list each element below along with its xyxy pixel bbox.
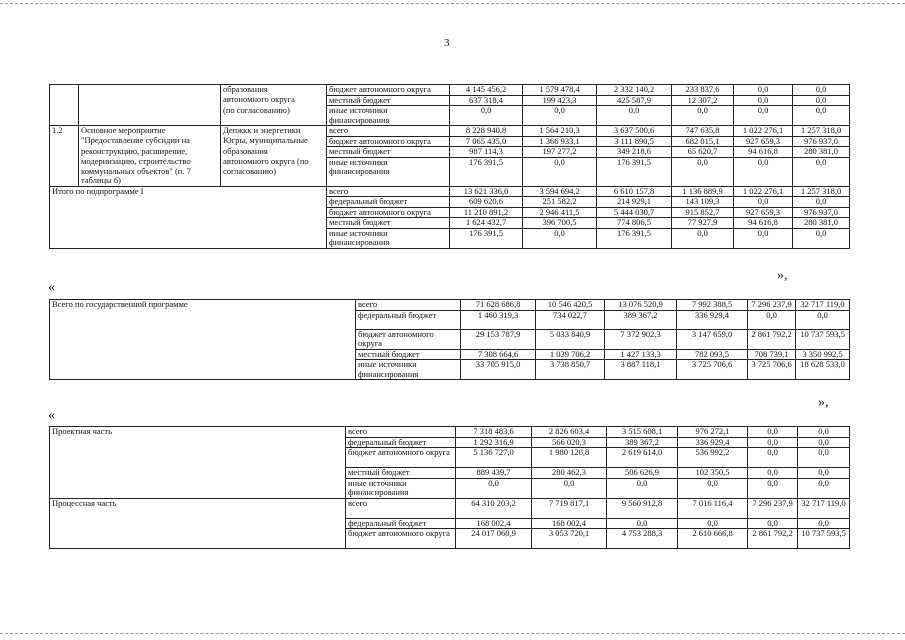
value-cell: 915 852,7: [672, 207, 734, 218]
value-cell: 10 546 420,5: [536, 300, 605, 311]
table-row: [50, 186, 850, 197]
row-c3: Депжкк и энергетики: [221, 126, 327, 137]
value-cell: 927 659,3: [734, 136, 793, 147]
value-cell: 2 610 666,8: [678, 529, 748, 549]
value-cell: 0,0: [734, 85, 793, 96]
value-cell: 64 310 203,2: [456, 498, 532, 518]
value-cell: 176 391,5: [450, 228, 523, 248]
row-c3: автономного округа (по согласованию): [221, 157, 327, 186]
value-cell: 280 462,3: [532, 468, 607, 479]
value-cell: 3 515 608,1: [607, 427, 678, 438]
value-cell: 425 587,9: [597, 95, 672, 106]
group-label: Процессная часть: [50, 498, 346, 549]
funding-source: местный бюджет: [327, 218, 450, 229]
value-cell: 0,0: [793, 157, 850, 186]
value-cell: 976 937,0: [793, 207, 850, 218]
value-cell: 0,0: [793, 95, 850, 106]
value-cell: 7 318 483,6: [456, 427, 532, 438]
funding-source: бюджет автономного округа: [327, 136, 450, 147]
value-cell: 3 637 500,6: [597, 126, 672, 137]
funding-source: всего: [346, 427, 456, 438]
value-cell: 0,0: [793, 106, 850, 126]
value-cell: 5 136 727,0: [456, 448, 532, 468]
funding-source: местный бюджет: [346, 468, 456, 479]
value-cell: 65 620,7: [672, 147, 734, 158]
value-cell: 94 616,8: [734, 218, 793, 229]
value-cell: 1 022 276,1: [734, 186, 793, 197]
value-cell: 782 093,5: [677, 349, 748, 360]
row-c3: образования: [221, 85, 327, 96]
value-cell: 33 705 915,0: [461, 360, 536, 380]
scan-top-edge: [0, 3, 905, 4]
value-cell: 609 620,6: [450, 197, 523, 208]
table-row: [50, 147, 850, 158]
funding-source: бюджет автономного округа: [346, 529, 456, 549]
value-cell: 0,0: [672, 228, 734, 248]
value-cell: 682 015,1: [672, 136, 734, 147]
value-cell: 987 114,3: [450, 147, 523, 158]
value-cell: 0,0: [748, 478, 798, 498]
subprogram-table: [49, 84, 850, 249]
row-c1: [50, 157, 79, 186]
value-cell: 197 277,2: [523, 147, 597, 158]
value-cell: 1 366 933,1: [523, 136, 597, 147]
value-cell: 13 621 336,0: [450, 186, 523, 197]
opening-quote-1: «: [48, 280, 55, 295]
value-cell: 143 109,3: [672, 197, 734, 208]
value-cell: 176 391,5: [597, 157, 672, 186]
value-cell: 7 719 817,1: [532, 498, 607, 518]
funding-source: местный бюджет: [327, 95, 450, 106]
value-cell: 29 153 787,9: [461, 329, 536, 349]
value-cell: 1 980 120,8: [532, 448, 607, 468]
row-c2: модернизацию, строительство коммунальных объектов" (п. 7 таблицы 6): [79, 157, 221, 186]
row-c2: реконструкцию, расширение,: [79, 147, 221, 158]
value-cell: 102 350,5: [678, 468, 748, 479]
value-cell: 336 929,4: [677, 310, 748, 329]
value-cell: 199 423,3: [523, 95, 597, 106]
page-number: 3: [444, 37, 450, 49]
funding-source: бюджет автономного округа: [327, 207, 450, 218]
value-cell: 396 700,5: [523, 218, 597, 229]
value-cell: 2 861 792,2: [748, 529, 798, 549]
value-cell: 7 296 237,9: [748, 300, 796, 311]
value-cell: 10 737 593,5: [798, 529, 850, 549]
value-cell: 0,0: [523, 106, 597, 126]
value-cell: 566 020,3: [532, 437, 607, 448]
row-c2: [79, 95, 221, 106]
value-cell: 2 946 411,5: [523, 207, 597, 218]
value-cell: 0,0: [793, 228, 850, 248]
funding-source: местный бюджет: [327, 147, 450, 158]
value-cell: 3 725 706,6: [748, 360, 796, 380]
program-total-table: [49, 299, 850, 380]
value-cell: 1 564 210,3: [523, 126, 597, 137]
value-cell: 168 002,4: [456, 518, 532, 529]
funding-source: иные источники финансирования: [346, 478, 456, 498]
value-cell: 1 579 478,4: [523, 85, 597, 96]
value-cell: 12 307,2: [672, 95, 734, 106]
value-cell: 1 136 889,9: [672, 186, 734, 197]
value-cell: 18 628 533,0: [796, 360, 850, 380]
value-cell: 0,0: [734, 106, 793, 126]
value-cell: 0,0: [450, 106, 523, 126]
value-cell: 0,0: [748, 518, 798, 529]
funding-source: бюджет автономного округа: [356, 329, 461, 349]
value-cell: 3 147 659,0: [677, 329, 748, 349]
value-cell: 536 992,2: [678, 448, 748, 468]
value-cell: 1 257 318,0: [793, 186, 850, 197]
value-cell: 637 318,4: [450, 95, 523, 106]
closing-quote-2: »,: [818, 395, 829, 410]
value-cell: 3 594 694,2: [523, 186, 597, 197]
funding-source: иные источники финансирования: [327, 157, 450, 186]
funding-source: бюджет автономного округа: [346, 448, 456, 468]
table-row: [50, 427, 850, 438]
funding-source: федеральный бюджет: [356, 310, 461, 329]
value-cell: 774 806,5: [597, 218, 672, 229]
value-cell: 0,0: [678, 518, 748, 529]
value-cell: 2 861 792,2: [748, 329, 796, 349]
value-cell: 24 017 060,9: [456, 529, 532, 549]
value-cell: 0,0: [523, 157, 597, 186]
value-cell: 336 929,4: [678, 437, 748, 448]
value-cell: 1 257 318,0: [793, 126, 850, 137]
project-process-table: [49, 426, 850, 549]
row-c3: образования: [221, 147, 327, 158]
value-cell: 0,0: [796, 310, 850, 329]
funding-source: федеральный бюджет: [346, 437, 456, 448]
value-cell: 168 002,4: [532, 518, 607, 529]
value-cell: 3 350 992,5: [796, 349, 850, 360]
value-cell: 13 076 520,9: [605, 300, 677, 311]
table-row: [50, 106, 850, 126]
value-cell: 1 460 319,3: [461, 310, 536, 329]
funding-source: иные источники финансирования: [327, 106, 450, 126]
table-row: [50, 126, 850, 137]
row-c2: "Предоставление субсидии на: [79, 136, 221, 147]
row-c1: [50, 147, 79, 158]
value-cell: 0,0: [607, 478, 678, 498]
value-cell: 0,0: [793, 85, 850, 96]
row-c1: [50, 106, 79, 126]
table-row: [50, 498, 850, 518]
value-cell: 0,0: [798, 468, 850, 479]
row-c2: [79, 85, 221, 96]
value-cell: 0,0: [748, 427, 798, 438]
value-cell: 6 610 157,8: [597, 186, 672, 197]
row-c1: [50, 95, 79, 106]
funding-source: всего: [356, 300, 461, 311]
value-cell: 349 218,6: [597, 147, 672, 158]
value-cell: 1 427 133,3: [605, 349, 677, 360]
closing-quote-1: »,: [777, 268, 788, 283]
value-cell: 214 929,1: [597, 197, 672, 208]
value-cell: 0,0: [672, 106, 734, 126]
value-cell: 176 391,5: [597, 228, 672, 248]
funding-source: бюджет автономного округа: [327, 85, 450, 96]
value-cell: 11 210 891,2: [450, 207, 523, 218]
table-row: [50, 300, 850, 311]
table-row: [50, 85, 850, 96]
value-cell: 0,0: [748, 448, 798, 468]
value-cell: 0,0: [678, 478, 748, 498]
value-cell: 233 837,6: [672, 85, 734, 96]
value-cell: 0,0: [523, 228, 597, 248]
funding-source: всего: [346, 498, 456, 518]
value-cell: 0,0: [798, 448, 850, 468]
value-cell: 927 659,3: [734, 207, 793, 218]
value-cell: 2 619 614,0: [607, 448, 678, 468]
value-cell: 0,0: [748, 468, 798, 479]
value-cell: 176 391,5: [450, 157, 523, 186]
value-cell: 889 439,7: [456, 468, 532, 479]
value-cell: 0,0: [734, 197, 793, 208]
value-cell: 7 016 116,4: [678, 498, 748, 518]
value-cell: 0,0: [734, 95, 793, 106]
scan-bottom-edge: [0, 633, 905, 634]
value-cell: 976 272,1: [678, 427, 748, 438]
value-cell: 0,0: [734, 228, 793, 248]
value-cell: 0,0: [734, 157, 793, 186]
value-cell: 32 717 119,0: [796, 300, 850, 311]
value-cell: 0,0: [597, 106, 672, 126]
value-cell: 9 560 912,8: [607, 498, 678, 518]
group-label: Проектная часть: [50, 427, 346, 499]
value-cell: 0,0: [798, 478, 850, 498]
value-cell: 7 372 902,3: [605, 329, 677, 349]
value-cell: 734 022,7: [536, 310, 605, 329]
value-cell: 77 927,9: [672, 218, 734, 229]
value-cell: 0,0: [793, 197, 850, 208]
value-cell: 0,0: [672, 157, 734, 186]
table-row: [50, 136, 850, 147]
value-cell: 10 737 593,5: [796, 329, 850, 349]
value-cell: 0,0: [798, 427, 850, 438]
row-c3: автономного округа: [221, 95, 327, 106]
funding-source: иные источники финансирования: [356, 360, 461, 380]
value-cell: 708 739,1: [748, 349, 796, 360]
funding-source: местный бюджет: [356, 349, 461, 360]
value-cell: 3 053 720,1: [532, 529, 607, 549]
funding-source: иные источники финансирования: [327, 228, 450, 248]
opening-quote-2: «: [48, 408, 55, 423]
value-cell: 3 738 850,7: [536, 360, 605, 380]
value-cell: 7 065 435,0: [450, 136, 523, 147]
value-cell: 506 626,9: [607, 468, 678, 479]
row-c1: 1.2: [50, 126, 79, 137]
value-cell: 976 937,0: [793, 136, 850, 147]
value-cell: 0,0: [456, 478, 532, 498]
funding-source: всего: [327, 126, 450, 137]
row-c3: Югры, муниципальные: [221, 136, 327, 147]
value-cell: 1 022 276,1: [734, 126, 793, 137]
value-cell: 8 228 940,8: [450, 126, 523, 137]
value-cell: 1 039 706,2: [536, 349, 605, 360]
value-cell: 3 887 118,1: [605, 360, 677, 380]
row-c2: Основное мероприятие: [79, 126, 221, 137]
value-cell: 0,0: [798, 437, 850, 448]
table-row: [50, 95, 850, 106]
value-cell: 251 582,2: [523, 197, 597, 208]
value-cell: 0,0: [748, 437, 798, 448]
value-cell: 71 628 686,8: [461, 300, 536, 311]
value-cell: 1 292 316,9: [456, 437, 532, 448]
value-cell: 0,0: [748, 310, 796, 329]
value-cell: 2 826 603,4: [532, 427, 607, 438]
value-cell: 3 725 706,6: [677, 360, 748, 380]
row-c1: [50, 85, 79, 96]
value-cell: 32 717 119,0: [798, 498, 850, 518]
value-cell: 0,0: [607, 518, 678, 529]
funding-source: федеральный бюджет: [327, 197, 450, 208]
value-cell: 280 381,0: [793, 147, 850, 158]
value-cell: 4 145 456,2: [450, 85, 523, 96]
value-cell: 4 753 288,3: [607, 529, 678, 549]
value-cell: 0,0: [798, 518, 850, 529]
value-cell: 1 624 432,7: [450, 218, 523, 229]
value-cell: 7 296 237,9: [748, 498, 798, 518]
subtotal-label: Итого по подпрограмме I: [50, 186, 327, 248]
value-cell: 5 444 030,7: [597, 207, 672, 218]
program-total-label: Всего по государственной программе: [50, 300, 356, 380]
value-cell: 389 367,2: [605, 310, 677, 329]
value-cell: 7 992 388,5: [677, 300, 748, 311]
value-cell: 389 367,2: [607, 437, 678, 448]
funding-source: федеральный бюджет: [346, 518, 456, 529]
value-cell: 280 381,0: [793, 218, 850, 229]
table-row: [50, 157, 850, 186]
value-cell: 94 616,8: [734, 147, 793, 158]
row-c2: [79, 106, 221, 126]
value-cell: 3 111 890,5: [597, 136, 672, 147]
funding-source: всего: [327, 186, 450, 197]
row-c3: (по согласованию): [221, 106, 327, 126]
row-c1: [50, 136, 79, 147]
value-cell: 747 635,8: [672, 126, 734, 137]
value-cell: 0,0: [532, 478, 607, 498]
value-cell: 5 033 840,9: [536, 329, 605, 349]
value-cell: 2 332 140,2: [597, 85, 672, 96]
value-cell: 7 308 664,6: [461, 349, 536, 360]
